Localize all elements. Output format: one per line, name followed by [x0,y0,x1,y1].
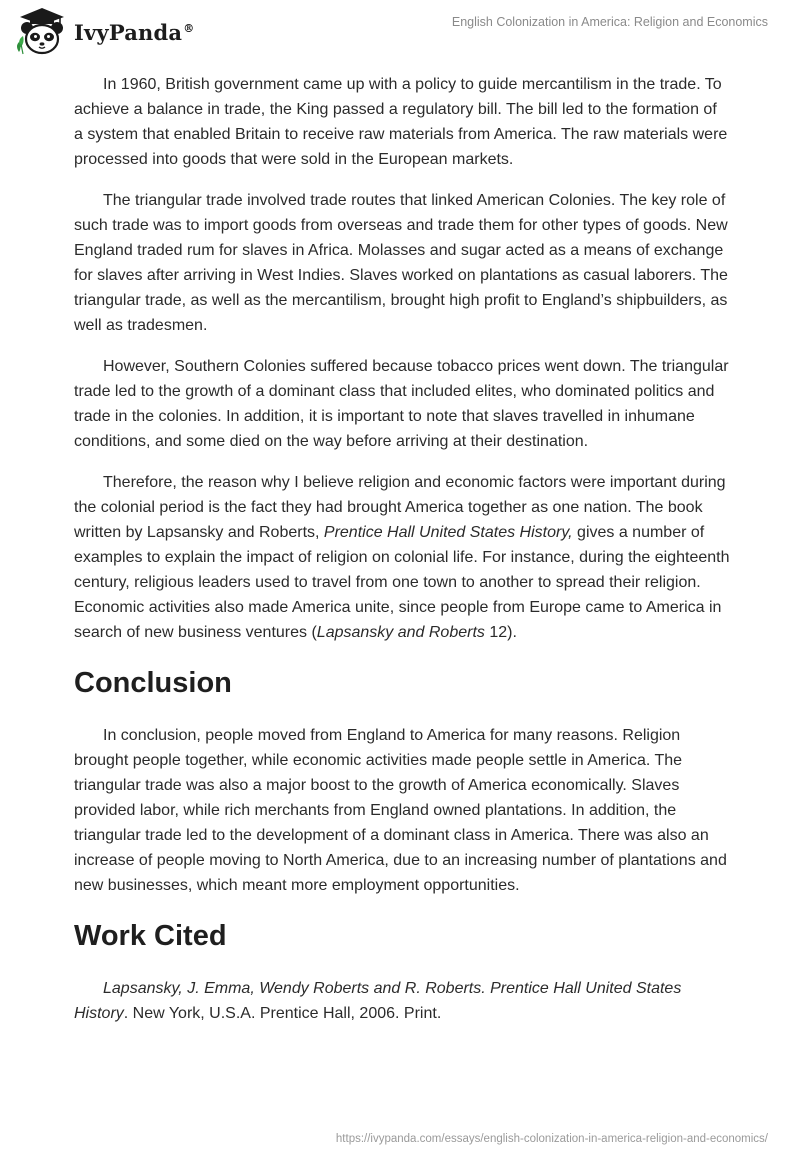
logo-text: IvyPanda® [74,19,195,45]
text-segment: gives a number of examples to explain the impact of religion on colonial life. For instance, during the eighteenth century, religious leaders used to travel from one town to another to spread their religion. Economic activities also made America unite, since people from Europe came to America in search of new business ventures ( [74,524,730,641]
citation-rest: . New York, U.S.A. Prentice Hall, 2006. Print. [123,1005,442,1022]
book-title-italic: Prentice Hall United States History, [323,524,573,541]
source-url-link[interactable]: https://ivypanda.com/essays/english-colonization-in-america-religion-and-economics/ [335,1133,768,1145]
page-header [0,0,800,60]
citation-italic: Lapsansky, J. Emma, Wendy Roberts and R. Roberts. Prentice Hall United States History [74,980,682,1022]
text-segment: 12). [484,624,517,641]
panda-graduate-icon [14,6,70,56]
body-paragraph-with-citation [74,470,730,645]
citation-author-italic: Lapsansky and Roberts [316,624,485,641]
work-cited-heading: Work Cited [74,920,227,952]
document-title: English Colonization in America: Religion and Economics [451,15,768,29]
conclusion-paragraph: In conclusion, people moved from England to America for many reasons. Religion brought people together, while economic activities made people settle in America. The triangular trade was also a major boost to the growth of America economically. Slaves provided labor, while rich merchants from England owned plantations. In addition, the triangular trade led to the development of a dominant class in America. There was also an increase of people moving to North America, due to an increasing number of plantations and new businesses, which meant more employment opportunities. [74,727,727,894]
text-segment: Therefore, the reason why I believe religion and economic factors were important during the colonial period is the fact they had brought America together as one nation. The book written by Lapsansky and Roberts, [74,474,726,541]
essay-content [74,72,730,1026]
ivypanda-logo[interactable] [14,6,194,56]
body-paragraph: The triangular trade involved trade routes that linked American Colonies. The key role of such trade was to import goods from overseas and trade them for other types of goods. New England traded rum for slaves in Africa. Molasses and sugar acted as a means of exchange for slaves after arriving in West Indies. Slaves worked on plantations as casual laborers. The triangular trade, as well as the mercantilism, brought high profit to England’s shipbuilders, as well as tradesmen. [74,192,728,334]
body-paragraph: However, Southern Colonies suffered because tobacco prices went down. The triangular trade led to the growth of a dominant class that included elites, who dominated politics and trade in the colonies. In addition, it is important to note that slaves travelled in inhumane conditions, and some died on the way before arriving at their destination. [74,358,729,450]
citation-entry [74,976,730,1026]
conclusion-heading: Conclusion [74,667,232,699]
registered-mark: ® [183,21,195,35]
body-paragraph: In 1960, British government came up with a policy to guide mercantilism in the trade. To achieve a balance in trade, the King passed a regulatory bill. The bill led to the formation of a system that enabled Britain to receive raw materials from America. The raw materials were processed into goods that were sold in the European markets. [74,76,728,168]
